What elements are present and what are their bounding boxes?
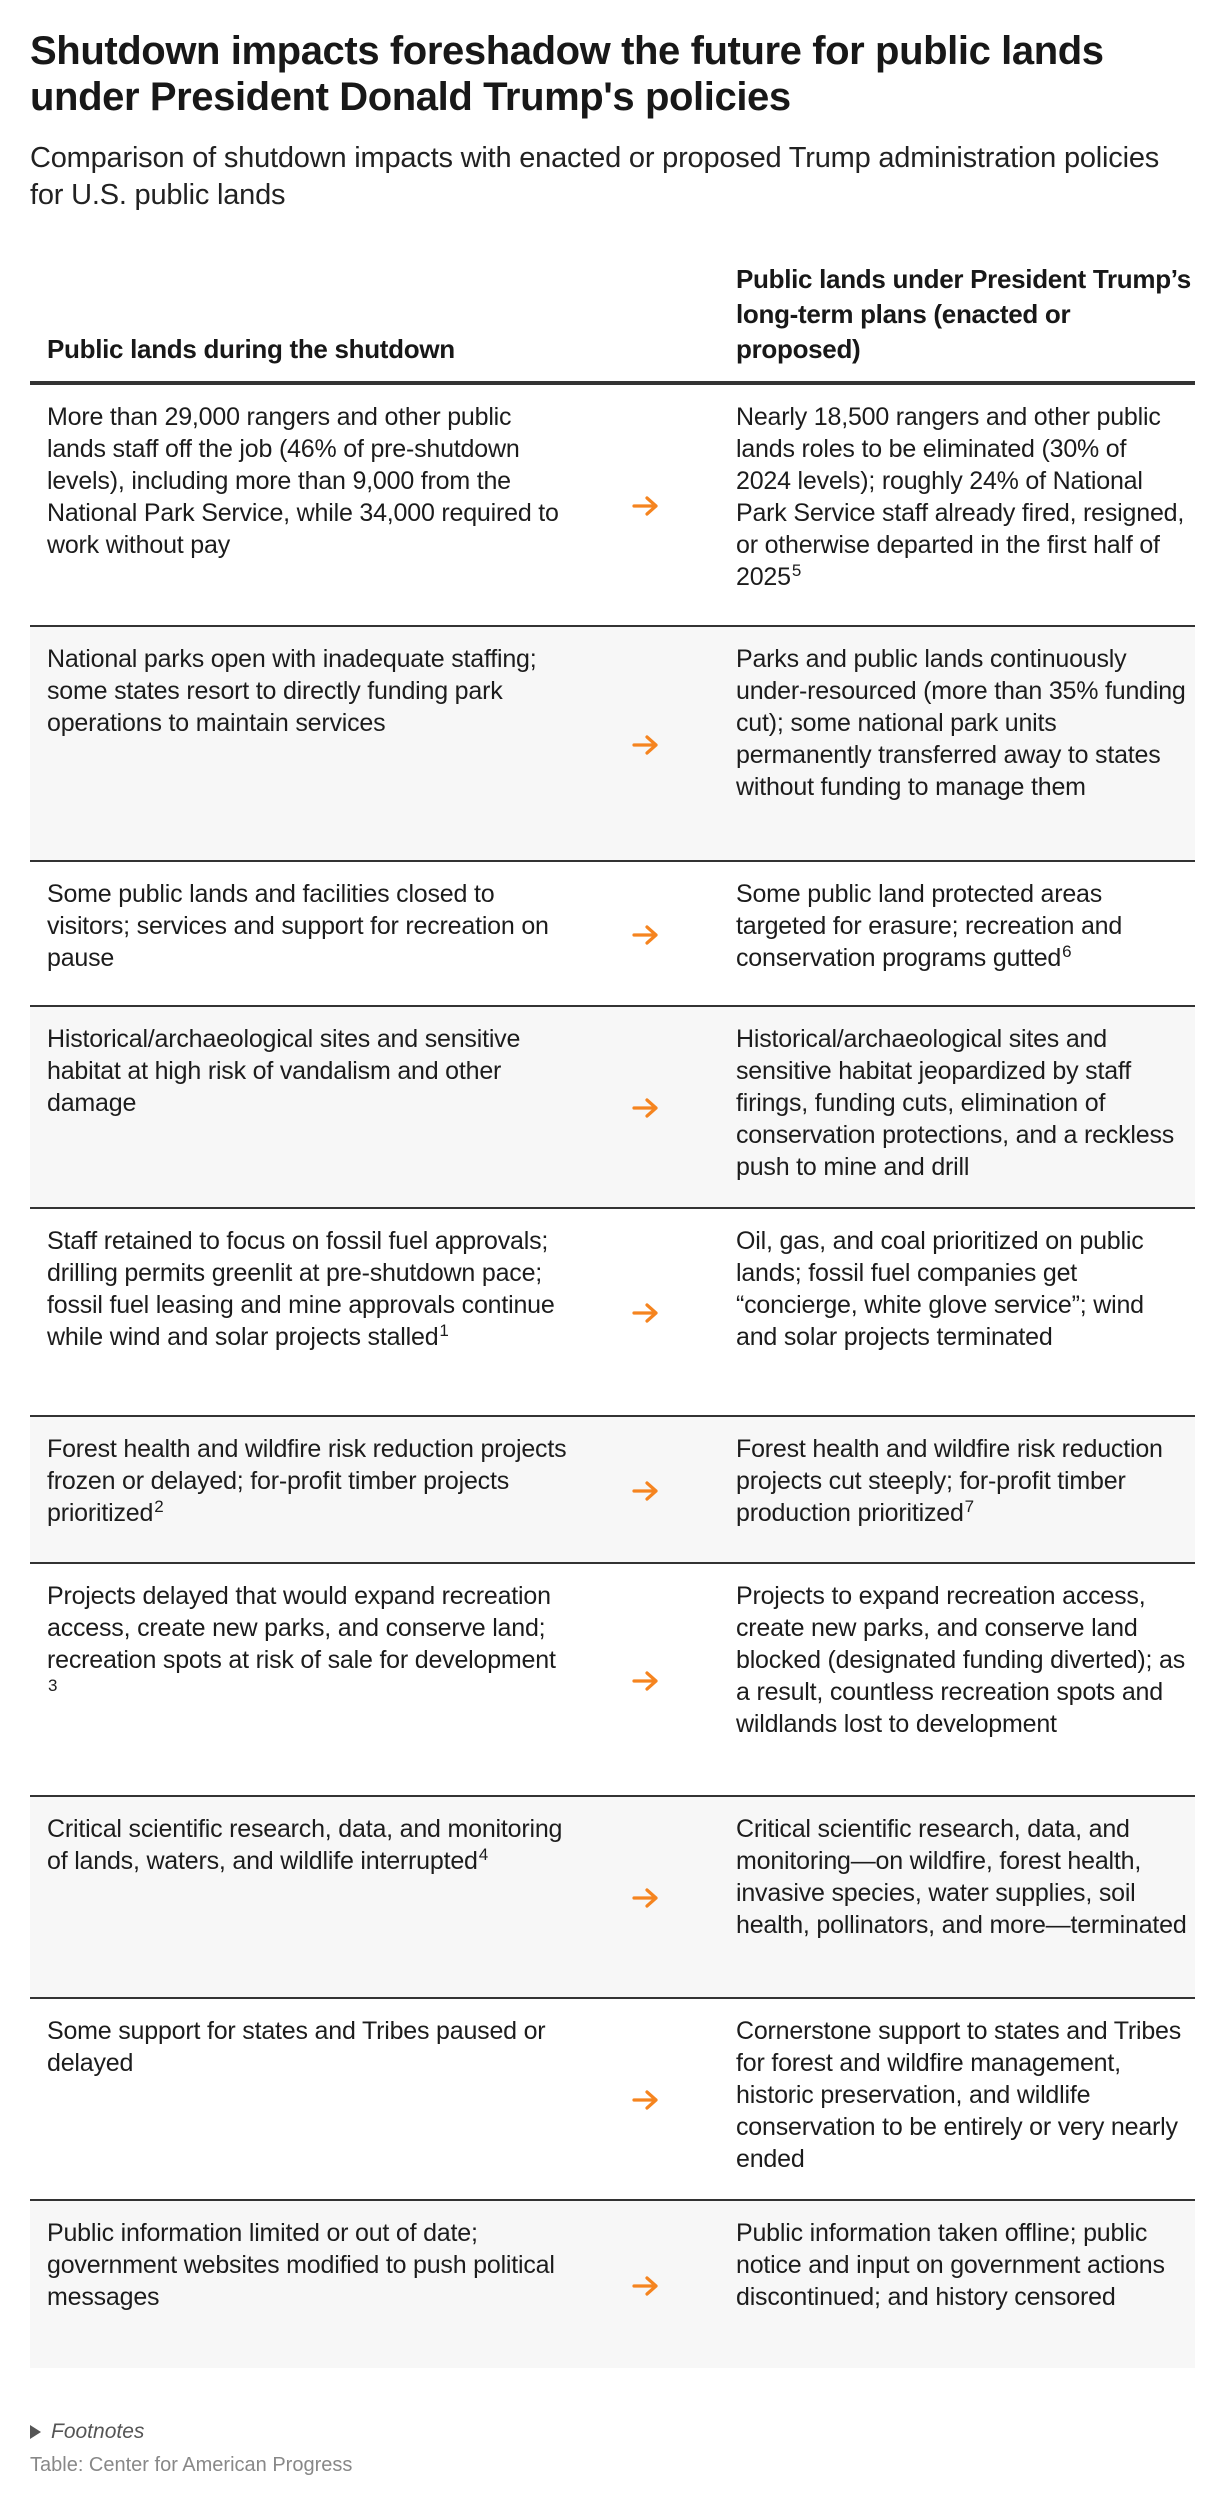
- arrow-cell: [590, 1006, 702, 1208]
- long-term-plan-cell: [702, 1563, 1195, 1796]
- long-term-plan-cell: [702, 626, 1195, 861]
- footnote-ref[interactable]: 1: [439, 1321, 449, 1340]
- shutdown-impact-cell: [30, 2200, 590, 2368]
- comparison-table: [30, 262, 1195, 2368]
- long-term-plan-cell: [702, 2200, 1195, 2368]
- footnotes-toggle[interactable]: [30, 2420, 352, 2444]
- table-graphic: [30, 0, 1195, 2311]
- long-term-plan-cell: [702, 383, 1195, 626]
- long-term-plan-text: Historical/archaeological sites and sensitive habitat jeopardized by staff firings, funding cuts, elimination of conservation protections, and a reckless push to mine and drill: [736, 1025, 1175, 1181]
- footnotes-label: Footnotes: [51, 2420, 145, 2443]
- table-footer: [30, 2420, 352, 2477]
- long-term-plan-text: Oil, gas, and coal prioritized on public lands; fossil fuel companies get “concierge, white glove service”; wind and solar projects terminated: [736, 1227, 1144, 1351]
- shutdown-impact-text: Staff retained to focus on fossil fuel approvals; drilling permits greenlit at pre-shutdown pace; fossil fuel leasing and mine approvals continue while wind and solar projects stalled: [47, 1227, 555, 1351]
- shutdown-impact-cell: [30, 1208, 590, 1416]
- footnote-ref[interactable]: 3: [48, 1676, 58, 1695]
- long-term-plan-text: Cornerstone support to states and Tribes for forest and wildfire management, historic preservation, and wildlife conservation to be entirely or very nearly ended: [736, 2017, 1182, 2173]
- table-row: [30, 383, 1195, 626]
- shutdown-impact-cell: [30, 1563, 590, 1796]
- arrow-cell: [590, 1796, 702, 1998]
- table-row: [30, 1416, 1195, 1563]
- table-row: [30, 1563, 1195, 1796]
- long-term-plan-cell: [702, 1796, 1195, 1998]
- long-term-plan-text: Public information taken offline; public notice and input on government actions discontinued; and history censored: [736, 2219, 1165, 2311]
- comparison-table-container: [30, 262, 1195, 2368]
- arrow-right-icon: [632, 495, 660, 517]
- page-title: Shutdown impacts foreshadow the future for public lands under President Donald Trump's policies: [30, 29, 1104, 119]
- long-term-plan-text: Forest health and wildfire risk reduction projects cut steeply; for-profit timber production prioritized: [736, 1435, 1163, 1527]
- arrow-right-icon: [632, 1097, 660, 1119]
- table-row: [30, 2200, 1195, 2368]
- arrow-cell: [590, 1208, 702, 1416]
- column-header-long-term-plans[interactable]: Public lands under President Trump’s long-term plans (enacted or proposed): [702, 262, 1195, 383]
- footnote-ref[interactable]: 2: [154, 1497, 164, 1516]
- footnote-ref[interactable]: 5: [791, 561, 802, 580]
- shutdown-impact-cell: [30, 626, 590, 861]
- table-row: [30, 626, 1195, 861]
- arrow-cell: [590, 626, 702, 861]
- shutdown-impact-text: Some public lands and facilities closed to visitors; services and support for recreation on pause: [47, 880, 549, 972]
- shutdown-impact-cell: [30, 1006, 590, 1208]
- shutdown-impact-text: Critical scientific research, data, and monitoring of lands, waters, and wildlife interrupted: [47, 1815, 563, 1875]
- arrow-cell: [590, 1563, 702, 1796]
- source-credit: Table: Center for American Progress: [30, 2454, 353, 2476]
- table-row: [30, 1006, 1195, 1208]
- shutdown-impact-text: Projects delayed that would expand recreation access, create new parks, and conserve land; recreation spots at risk of sale for development: [47, 1582, 556, 1674]
- shutdown-impact-cell: [30, 1796, 590, 1998]
- arrow-right-icon: [632, 2089, 660, 2111]
- long-term-plan-cell: [702, 1208, 1195, 1416]
- page-subtitle: Comparison of shutdown impacts with enacted or proposed Trump administration policies for U.S. public lands: [30, 142, 1160, 211]
- footnote-ref[interactable]: 4: [478, 1845, 488, 1864]
- table-row: [30, 861, 1195, 1006]
- arrow-cell: [590, 861, 702, 1006]
- long-term-plan-text: Parks and public lands continuously under-resourced (more than 35% funding cut); some national park units permanently transferred away to states without funding to manage them: [736, 645, 1186, 801]
- arrow-right-icon: [632, 1887, 660, 1909]
- shutdown-impact-text: More than 29,000 rangers and other public lands staff off the job (46% of pre-shutdown levels), including more than 9,000 from the National Park Service, while 34,000 required to work without pay: [47, 403, 559, 559]
- shutdown-impact-cell: [30, 1998, 590, 2200]
- shutdown-impact-cell: [30, 861, 590, 1006]
- footnote-ref[interactable]: 6: [1062, 942, 1072, 961]
- table-row: [30, 1208, 1195, 1416]
- shutdown-impact-cell: [30, 383, 590, 626]
- footnote-ref[interactable]: 7: [964, 1497, 974, 1516]
- arrow-right-icon: [632, 924, 660, 946]
- arrow-right-icon: [632, 1480, 660, 1502]
- shutdown-impact-text: Public information limited or out of date; government websites modified to push political messages: [47, 2219, 555, 2311]
- table-row: [30, 1796, 1195, 1998]
- shutdown-impact-cell: [30, 1416, 590, 1563]
- long-term-plan-cell: [702, 1416, 1195, 1563]
- long-term-plan-text: Projects to expand recreation access, create new parks, and conserve land blocked (designated funding diverted); as a result, countless recreation spots and wildlands lost to development: [736, 1582, 1186, 1738]
- arrow-right-icon: [632, 2275, 660, 2297]
- shutdown-impact-text: Forest health and wildfire risk reduction projects frozen or delayed; for-profit timber projects prioritized: [47, 1435, 567, 1527]
- arrow-cell: [590, 383, 702, 626]
- long-term-plan-cell: [702, 861, 1195, 1006]
- long-term-plan-text: Nearly 18,500 rangers and other public lands roles to be eliminated (30% of 2024 levels); roughly 24% of National Park Service staff already fired, resigned, or otherwise departed in the first half of 2025: [736, 403, 1185, 591]
- long-term-plan-text: Some public land protected areas targeted for erasure; recreation and conservation programs gutted: [736, 880, 1123, 972]
- shutdown-impact-text: Historical/archaeological sites and sensitive habitat at high risk of vandalism and other damage: [47, 1025, 521, 1117]
- long-term-plan-cell: [702, 1006, 1195, 1208]
- arrow-cell: [590, 1998, 702, 2200]
- arrow-right-icon: [632, 734, 660, 756]
- column-header-arrow: [590, 262, 702, 383]
- long-term-plan-cell: [702, 1998, 1195, 2200]
- column-header-shutdown[interactable]: Public lands during the shutdown: [30, 262, 590, 383]
- table-row: [30, 1998, 1195, 2200]
- disclosure-triangle-icon: [30, 2425, 41, 2439]
- long-term-plan-text: Critical scientific research, data, and monitoring—on wildfire, forest health, invasive species, water supplies, soil health, pollinators, and more—terminated: [736, 1815, 1187, 1939]
- table-header-row: [30, 262, 1195, 383]
- arrow-right-icon: [632, 1670, 660, 1692]
- arrow-cell: [590, 1416, 702, 1563]
- shutdown-impact-text: Some support for states and Tribes paused or delayed: [47, 2017, 546, 2077]
- arrow-right-icon: [632, 1302, 660, 1324]
- shutdown-impact-text: National parks open with inadequate staffing; some states resort to directly funding park operations to maintain services: [47, 645, 537, 737]
- arrow-cell: [590, 2200, 702, 2368]
